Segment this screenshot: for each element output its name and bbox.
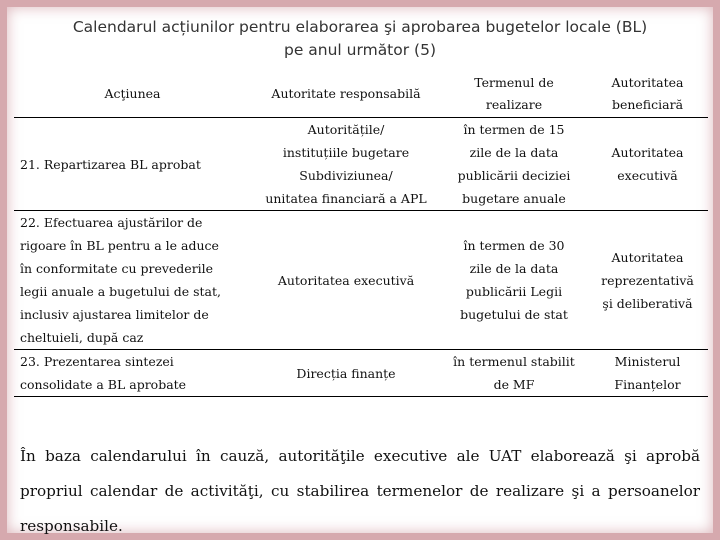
cell-beneficiary: [587, 350, 708, 397]
cell-line: cheltuieli, după caz: [20, 330, 144, 345]
cell-line: Finanțelor: [614, 377, 681, 392]
header-line: Autoritatea: [611, 74, 684, 90]
cell-line: unitatea financiară a APL: [265, 191, 427, 206]
cell-deadline: [441, 350, 587, 397]
cell-line: Subdiviziunea/: [299, 168, 393, 183]
cell-line: Autoritățile/: [307, 122, 385, 137]
cell-deadline: [441, 118, 587, 211]
cell-line: 22. Efectuarea ajustărilor de: [20, 215, 203, 230]
cell-line: de MF: [493, 377, 535, 392]
slide-title: [20, 16, 700, 62]
cell-line: în termen de 15: [463, 122, 565, 137]
cell-line: în termenul stabilit: [453, 354, 575, 369]
cell-line: zile de la data: [469, 261, 559, 276]
header-deadline: [441, 70, 587, 118]
cell-line: reprezentativă: [601, 272, 694, 288]
table-row: [14, 118, 708, 211]
cell-line: executivă: [617, 168, 678, 183]
cell-line: rigoare în BL pentru a le aduce: [20, 238, 219, 253]
table-row: [14, 350, 708, 397]
cell-line: Autoritatea: [611, 249, 684, 265]
cell-line: inclusiv ajustarea limitelor de: [20, 307, 209, 322]
cell-line: Ministerul: [614, 354, 681, 369]
header-line: realizare: [485, 96, 543, 112]
cell-responsible: [251, 350, 441, 397]
cell-line: zile de la data: [469, 145, 559, 160]
header-line: Termenul de: [474, 74, 554, 90]
cell-line: publicării deciziei: [457, 168, 571, 183]
cell-line: în conformitate cu prevederile: [20, 261, 214, 276]
title-line: pe anul următor (5): [283, 41, 437, 59]
header-line: Autoritate responsabilă: [271, 85, 421, 101]
table-header-row: [14, 70, 708, 118]
cell-line: bugetului de stat: [460, 307, 568, 322]
header-beneficiary: [587, 70, 708, 118]
cell-action: [14, 211, 251, 350]
body-paragraph: În baza calendarului în cauză, autorităţile executive ale UAT elaborează şi aprobă propriul calendar de activităţi, cu stabilirea termenelor de realizare şi a persoanelor responsabile.: [20, 447, 700, 536]
cell-line: 21. Repartizarea BL aprobat: [20, 156, 201, 172]
cell-line: consolidate a BL aprobate: [20, 377, 187, 392]
cell-line: instituțiile bugetare: [282, 145, 410, 160]
cell-line: şi deliberativă: [602, 295, 693, 311]
title-line: Calendarul acțiunilor pentru elaborarea şi aprobarea bugetelor locale (BL): [72, 18, 648, 36]
cell-line: bugetare anuale: [462, 191, 566, 206]
cell-deadline: [441, 211, 587, 350]
header-line: Acţiunea: [104, 85, 161, 101]
cell-beneficiary: [587, 211, 708, 350]
cell-line: Autoritatea: [611, 145, 684, 160]
cell-line: 23. Prezentarea sintezei: [20, 354, 174, 369]
cell-line: în termen de 30: [463, 238, 565, 253]
cell-line: publicării Legii: [465, 284, 563, 299]
cell-line: Direcția finanțe: [296, 365, 396, 381]
cell-responsible: [251, 211, 441, 350]
header-responsible: [251, 70, 441, 118]
cell-beneficiary: [587, 118, 708, 211]
header-line: beneficiară: [611, 96, 684, 112]
cell-action: [14, 350, 251, 397]
cell-line: Autoritatea executivă: [277, 272, 415, 288]
cell-responsible: [251, 118, 441, 211]
calendar-table: [14, 70, 708, 397]
header-action: [14, 70, 251, 118]
cell-line: legii anuale a bugetului de stat,: [20, 284, 221, 299]
cell-action: [14, 118, 251, 211]
table-row: [14, 211, 708, 350]
